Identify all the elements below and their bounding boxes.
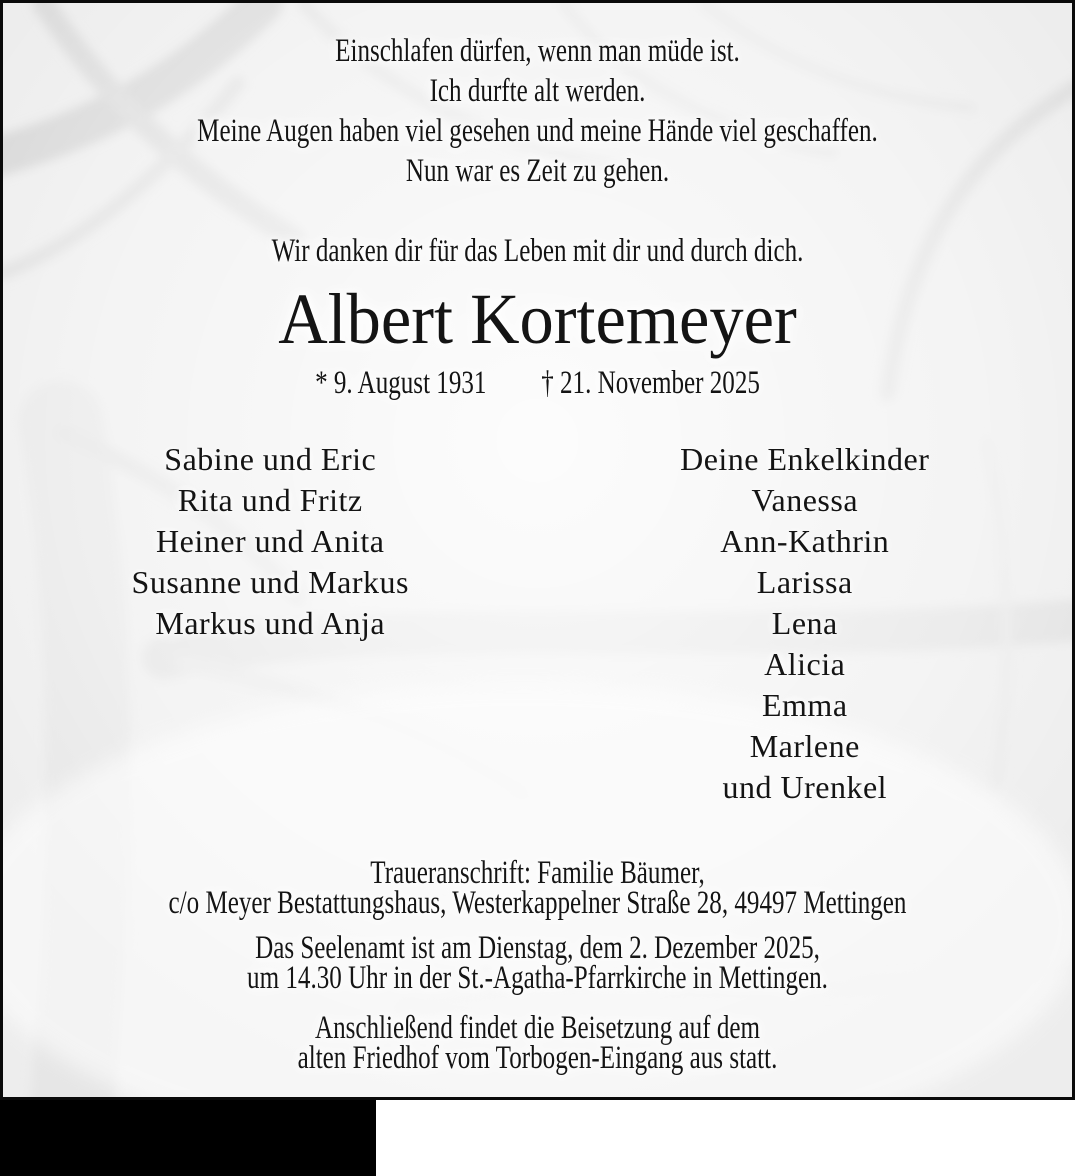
redaction-block [0,1100,376,1176]
service-info-line: Das Seelenamt ist am Dienstag, dem 2. Dezember 2025, [255,930,820,966]
poem-line: Nun war es Zeit zu gehen. [405,153,670,189]
mourner-name: Alicia [764,646,846,682]
mourners-left-column [3,439,538,808]
mourner-name: Lena [771,605,838,641]
opening-poem [131,31,943,191]
poem-line: Einschlafen dürfen, wenn man müde ist. [335,33,740,69]
mourner-name: Deine Enkelkinder [680,441,930,477]
burial-info-line: Anschließend findet die Beisetzung auf dem [314,1010,761,1046]
birth-date: * 9. August 1931 [315,365,487,401]
mourner-name: Rita und Fritz [177,482,363,518]
burial-info [131,1010,943,1076]
burial-info-line: alten Friedhof vom Torbogen-Eingang aus statt. [297,1040,778,1076]
deceased-name: Albert Kortemeyer [278,279,797,359]
life-dates [131,363,943,403]
mourner-name: Vanessa [751,482,859,518]
mourner-name: Susanne und Markus [131,564,409,600]
funeral-address-line: Traueranschrift: Familie Bäumer, [370,855,705,891]
mourner-name: und Urenkel [722,769,888,805]
funeral-address-line: c/o Meyer Bestattungshaus, Westerkappelner Straße 28, 49497 Mettingen [168,885,907,921]
mourners-right-column [538,439,1073,808]
service-info [131,930,943,996]
poem-line: Meine Augen haben viel gesehen und meine Hände viel geschaffen. [197,113,878,149]
mourner-name: Larissa [756,564,853,600]
thanks-line: Wir danken dir für das Leben mit dir und durch dich. [271,233,804,269]
mourner-name: Marlene [749,728,860,764]
mourner-name: Emma [761,687,848,723]
mourner-name: Sabine und Eric [164,441,377,477]
funeral-address [131,855,943,921]
poem-line: Ich durfte alt werden. [429,73,646,109]
obituary-content [3,3,1072,1076]
mourner-name: Markus und Anja [155,605,386,641]
mourner-name: Heiner und Anita [156,523,385,559]
mourners [3,439,1072,808]
bottom-strip [0,1100,1075,1176]
death-date: † 21. November 2025 [541,365,760,401]
service-info-line: um 14.30 Uhr in der St.-Agatha-Pfarrkirche in Mettingen. [247,960,828,996]
mourner-name: Ann-Kathrin [720,523,890,559]
